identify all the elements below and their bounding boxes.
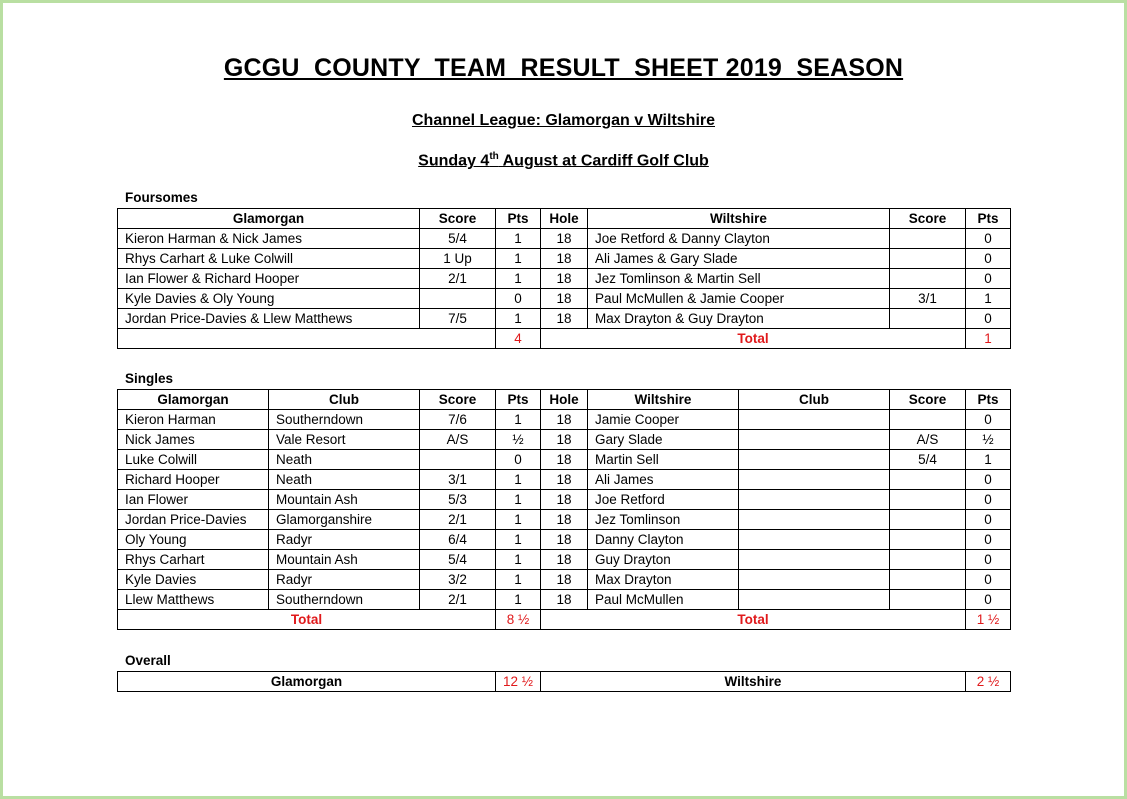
col-header: Glamorgan: [118, 209, 420, 229]
overall-glamorgan-label: Glamorgan: [118, 672, 496, 692]
glamorgan-points-cell: 1: [496, 229, 541, 249]
wiltshire-club-cell: [739, 570, 890, 590]
table-row: [118, 410, 1011, 430]
glamorgan-player-cell: Rhys Carhart: [118, 550, 269, 570]
wiltshire-club-cell: [739, 410, 890, 430]
overall-wiltshire-label: Wiltshire: [541, 672, 966, 692]
hole-cell: 18: [541, 510, 588, 530]
wiltshire-player-cell: Jez Tomlinson: [588, 510, 739, 530]
hole-cell: 18: [541, 530, 588, 550]
wiltshire-score-cell: A/S: [890, 430, 966, 450]
glamorgan-score-cell: 5/4: [420, 229, 496, 249]
glamorgan-points-cell: ½: [496, 430, 541, 450]
col-header: Glamorgan: [118, 390, 269, 410]
wiltshire-score-cell: [890, 229, 966, 249]
wiltshire-player-cell: Ali James: [588, 470, 739, 490]
hole-cell: 18: [541, 470, 588, 490]
wiltshire-points-cell: 1: [966, 450, 1011, 470]
wiltshire-score-cell: [890, 470, 966, 490]
wiltshire-points-cell: ½: [966, 430, 1011, 450]
singles-glamorgan-total: 8 ½: [496, 610, 541, 630]
table-row: [118, 570, 1011, 590]
foursomes-total-row: [118, 329, 1011, 349]
hole-cell: 18: [541, 450, 588, 470]
hole-cell: 18: [541, 309, 588, 329]
glamorgan-points-cell: 1: [496, 470, 541, 490]
wiltshire-score-cell: [890, 510, 966, 530]
overall-wiltshire-total: 2 ½: [966, 672, 1011, 692]
empty-cell: [118, 329, 496, 349]
wiltshire-score-cell: [890, 570, 966, 590]
glamorgan-club-cell: Neath: [269, 450, 420, 470]
glamorgan-score-cell: 2/1: [420, 269, 496, 289]
wiltshire-points-cell: 0: [966, 410, 1011, 430]
hole-cell: 18: [541, 269, 588, 289]
wiltshire-player-cell: Martin Sell: [588, 450, 739, 470]
glamorgan-club-cell: Neath: [269, 470, 420, 490]
wiltshire-club-cell: [739, 590, 890, 610]
glamorgan-score-cell: 1 Up: [420, 249, 496, 269]
glamorgan-points-cell: 0: [496, 289, 541, 309]
glamorgan-score-cell: 5/3: [420, 490, 496, 510]
glamorgan-score-cell: [420, 450, 496, 470]
wiltshire-club-cell: [739, 550, 890, 570]
glamorgan-points-cell: 1: [496, 410, 541, 430]
table-row: [118, 269, 1011, 289]
glamorgan-score-cell: 2/1: [420, 510, 496, 530]
hole-cell: 18: [541, 249, 588, 269]
glamorgan-club-cell: Mountain Ash: [269, 490, 420, 510]
league-subtitle: Channel League: Glamorgan v Wiltshire: [411, 112, 716, 129]
glamorgan-points-cell: 1: [496, 309, 541, 329]
wiltshire-points-cell: 0: [966, 510, 1011, 530]
wiltshire-score-cell: [890, 410, 966, 430]
glamorgan-club-cell: Mountain Ash: [269, 550, 420, 570]
glamorgan-player-cell: Oly Young: [118, 530, 269, 550]
glamorgan-pair-cell: Kyle Davies & Oly Young: [118, 289, 420, 309]
wiltshire-pair-cell: Jez Tomlinson & Martin Sell: [588, 269, 890, 289]
glamorgan-score-cell: 6/4: [420, 530, 496, 550]
glamorgan-player-cell: Nick James: [118, 430, 269, 450]
col-header: Pts: [496, 209, 541, 229]
singles-wiltshire-total-label: Total: [541, 610, 966, 630]
col-header: Score: [890, 209, 966, 229]
glamorgan-pair-cell: Kieron Harman & Nick James: [118, 229, 420, 249]
table-row: [118, 510, 1011, 530]
wiltshire-player-cell: Guy Drayton: [588, 550, 739, 570]
glamorgan-points-cell: 1: [496, 490, 541, 510]
glamorgan-player-cell: Jordan Price-Davies: [118, 510, 269, 530]
wiltshire-score-cell: 5/4: [890, 450, 966, 470]
glamorgan-player-cell: Kieron Harman: [118, 410, 269, 430]
glamorgan-club-cell: Radyr: [269, 570, 420, 590]
wiltshire-points-cell: 0: [966, 530, 1011, 550]
col-header: Pts: [966, 390, 1011, 410]
wiltshire-score-cell: [890, 550, 966, 570]
col-header: Club: [269, 390, 420, 410]
singles-heading: Singles: [125, 371, 174, 386]
singles-total-row: [118, 610, 1011, 630]
glamorgan-score-cell: 5/4: [420, 550, 496, 570]
wiltshire-club-cell: [739, 510, 890, 530]
glamorgan-points-cell: 1: [496, 510, 541, 530]
wiltshire-player-cell: Joe Retford: [588, 490, 739, 510]
glamorgan-pair-cell: Jordan Price-Davies & Llew Matthews: [118, 309, 420, 329]
table-row: [118, 229, 1011, 249]
glamorgan-club-cell: Glamorganshire: [269, 510, 420, 530]
wiltshire-club-cell: [739, 470, 890, 490]
overall-heading: Overall: [125, 653, 171, 668]
glamorgan-player-cell: Richard Hooper: [118, 470, 269, 490]
wiltshire-club-cell: [739, 530, 890, 550]
wiltshire-score-cell: [890, 490, 966, 510]
col-header: Hole: [541, 390, 588, 410]
table-row: [118, 309, 1011, 329]
hole-cell: 18: [541, 229, 588, 249]
wiltshire-player-cell: Max Drayton: [588, 570, 739, 590]
hole-cell: 18: [541, 490, 588, 510]
wiltshire-points-cell: 0: [966, 490, 1011, 510]
glamorgan-score-cell: [420, 289, 496, 309]
glamorgan-club-cell: Southerndown: [269, 410, 420, 430]
glamorgan-club-cell: Radyr: [269, 530, 420, 550]
glamorgan-points-cell: 1: [496, 570, 541, 590]
foursomes-total-label: Total: [541, 329, 966, 349]
wiltshire-club-cell: [739, 450, 890, 470]
col-header: Club: [739, 390, 890, 410]
overall-table: [117, 671, 1011, 692]
foursomes-glamorgan-total: 4: [496, 329, 541, 349]
wiltshire-points-cell: 0: [966, 550, 1011, 570]
match-date-subtitle: [0, 151, 1127, 170]
wiltshire-points-cell: 1: [966, 289, 1011, 309]
wiltshire-pair-cell: Paul McMullen & Jamie Cooper: [588, 289, 890, 309]
table-row: [118, 590, 1011, 610]
date-suffix: August at Cardiff Golf Club: [498, 152, 709, 170]
wiltshire-points-cell: 0: [966, 249, 1011, 269]
wiltshire-player-cell: Gary Slade: [588, 430, 739, 450]
col-header: Score: [420, 209, 496, 229]
singles-glamorgan-total-label: Total: [118, 610, 496, 630]
col-header: Score: [420, 390, 496, 410]
table-row: [118, 450, 1011, 470]
col-header: Pts: [496, 390, 541, 410]
wiltshire-club-cell: [739, 490, 890, 510]
wiltshire-points-cell: 0: [966, 590, 1011, 610]
hole-cell: 18: [541, 289, 588, 309]
date-prefix: Sunday 4: [418, 152, 490, 170]
singles-wiltshire-total: 1 ½: [966, 610, 1011, 630]
col-header: Wiltshire: [588, 390, 739, 410]
glamorgan-points-cell: 0: [496, 450, 541, 470]
glamorgan-score-cell: 7/5: [420, 309, 496, 329]
foursomes-header-row: [118, 209, 1011, 229]
glamorgan-player-cell: Ian Flower: [118, 490, 269, 510]
table-row: [118, 430, 1011, 450]
glamorgan-player-cell: Llew Matthews: [118, 590, 269, 610]
overall-glamorgan-total: 12 ½: [496, 672, 541, 692]
wiltshire-pair-cell: Joe Retford & Danny Clayton: [588, 229, 890, 249]
wiltshire-score-cell: [890, 249, 966, 269]
wiltshire-pair-cell: Ali James & Gary Slade: [588, 249, 890, 269]
table-row: [118, 249, 1011, 269]
col-header: Pts: [966, 209, 1011, 229]
glamorgan-score-cell: 3/2: [420, 570, 496, 590]
hole-cell: 18: [541, 410, 588, 430]
glamorgan-score-cell: 7/6: [420, 410, 496, 430]
table-row: [118, 490, 1011, 510]
glamorgan-points-cell: 1: [496, 249, 541, 269]
col-header: Wiltshire: [588, 209, 890, 229]
hole-cell: 18: [541, 570, 588, 590]
col-header: Score: [890, 390, 966, 410]
page-title: GCGU COUNTY TEAM RESULT SHEET 2019 SEASON: [223, 54, 904, 82]
wiltshire-points-cell: 0: [966, 470, 1011, 490]
wiltshire-points-cell: 0: [966, 229, 1011, 249]
glamorgan-pair-cell: Rhys Carhart & Luke Colwill: [118, 249, 420, 269]
singles-table: [117, 389, 1011, 630]
table-row: [118, 550, 1011, 570]
wiltshire-score-cell: [890, 269, 966, 289]
glamorgan-points-cell: 1: [496, 530, 541, 550]
glamorgan-club-cell: Southerndown: [269, 590, 420, 610]
wiltshire-score-cell: 3/1: [890, 289, 966, 309]
wiltshire-club-cell: [739, 430, 890, 450]
wiltshire-pair-cell: Max Drayton & Guy Drayton: [588, 309, 890, 329]
glamorgan-points-cell: 1: [496, 550, 541, 570]
wiltshire-points-cell: 0: [966, 309, 1011, 329]
glamorgan-points-cell: 1: [496, 269, 541, 289]
wiltshire-player-cell: Danny Clayton: [588, 530, 739, 550]
wiltshire-player-cell: Paul McMullen: [588, 590, 739, 610]
table-row: [118, 289, 1011, 309]
wiltshire-score-cell: [890, 590, 966, 610]
wiltshire-player-cell: Jamie Cooper: [588, 410, 739, 430]
hole-cell: 18: [541, 430, 588, 450]
foursomes-wiltshire-total: 1: [966, 329, 1011, 349]
foursomes-heading: Foursomes: [125, 190, 198, 205]
table-row: [118, 470, 1011, 490]
glamorgan-score-cell: 2/1: [420, 590, 496, 610]
glamorgan-club-cell: Vale Resort: [269, 430, 420, 450]
overall-row: [118, 672, 1011, 692]
glamorgan-player-cell: Luke Colwill: [118, 450, 269, 470]
glamorgan-score-cell: 3/1: [420, 470, 496, 490]
glamorgan-points-cell: 1: [496, 590, 541, 610]
col-header: Hole: [541, 209, 588, 229]
wiltshire-points-cell: 0: [966, 269, 1011, 289]
table-row: [118, 530, 1011, 550]
glamorgan-pair-cell: Ian Flower & Richard Hooper: [118, 269, 420, 289]
glamorgan-score-cell: A/S: [420, 430, 496, 450]
singles-header-row: [118, 390, 1011, 410]
wiltshire-score-cell: [890, 530, 966, 550]
date-ordinal: th: [489, 151, 499, 162]
hole-cell: 18: [541, 550, 588, 570]
wiltshire-points-cell: 0: [966, 570, 1011, 590]
foursomes-table: [117, 208, 1011, 349]
wiltshire-score-cell: [890, 309, 966, 329]
hole-cell: 18: [541, 590, 588, 610]
glamorgan-player-cell: Kyle Davies: [118, 570, 269, 590]
